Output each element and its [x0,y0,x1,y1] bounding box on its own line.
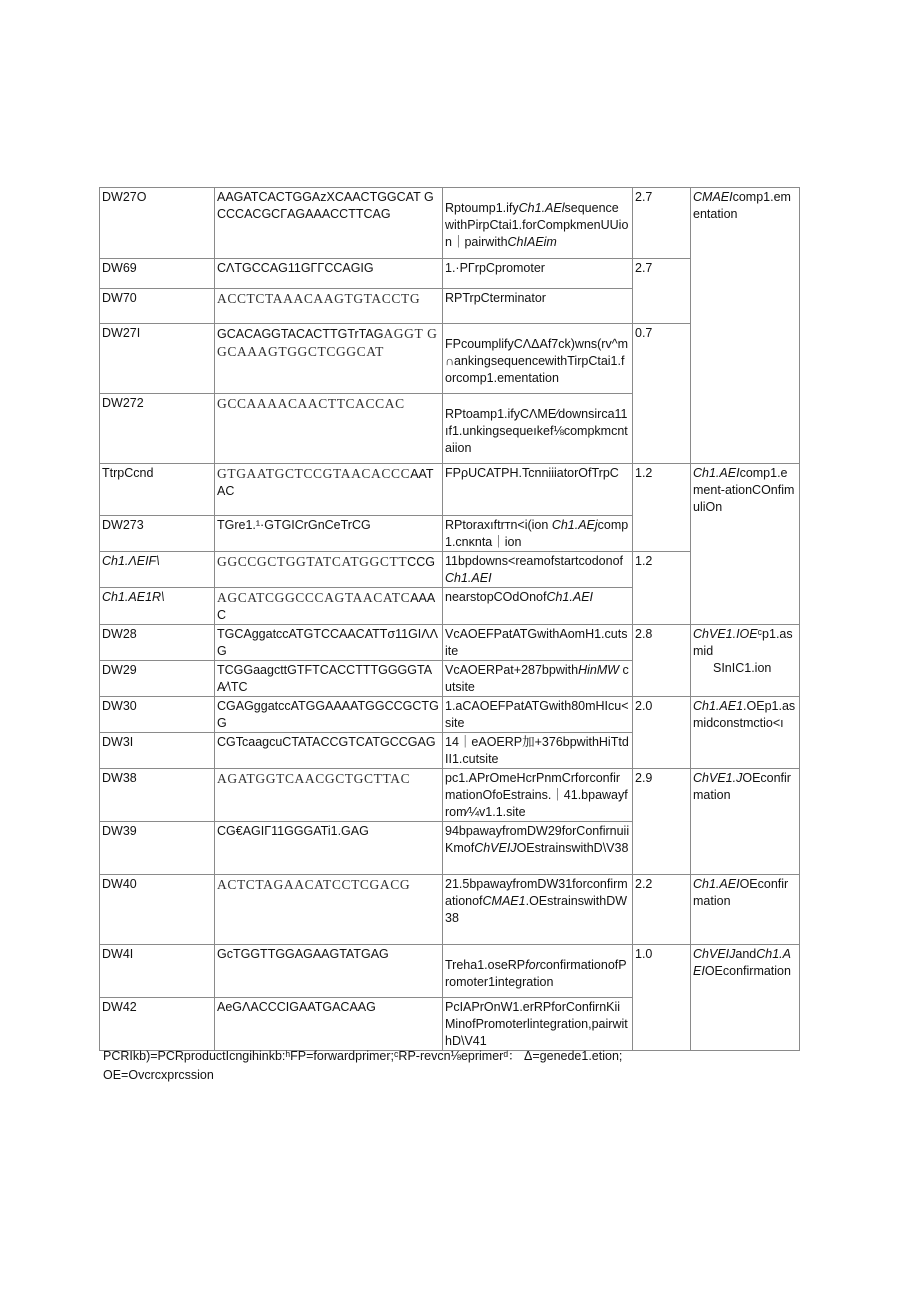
primer-description: 14｜eAOERP加+376bpwithHiTtdII1.cutsite [443,733,633,769]
pcr-length: 2.7 [633,259,691,324]
primer-table [99,187,800,1051]
primer-sequence: ACTCTAGAACATCCTCGACG [215,875,443,945]
purpose-cell: Ch1.AE1.OEp1.asmidconstmctio<ı [691,697,800,769]
primer-description: Treha1.oseRPforconfirmationofPromoter1integration [443,945,633,998]
pcr-length: 2.9 [633,769,691,875]
primer-description: VcAOERPat+287bpwithHinMW cutsite [443,661,633,697]
table-row [100,769,800,822]
primer-sequence: CΛTGCCAG11GΓΓCCAGIG [215,259,443,289]
primer-name: DW4I [100,945,215,998]
pcr-length: 2.7 [633,188,691,259]
purpose-cell: ChVE1.JOEconfirmation [691,769,800,875]
primer-name: Ch1.ΛEIF\ [100,552,215,588]
purpose-cell: ChVEIJandCh1.AEIOEconfirmation [691,945,800,1051]
primer-sequence: AGATGGTCAACGCTGCTTAC [215,769,443,822]
primer-name: DW28 [100,625,215,661]
primer-description: RPtoraxıftrтn<i(ion Ch1.AEjcomp1.cnκnta｜ion [443,516,633,552]
primer-sequence: TGCAggatccATGTCCAACATTσ11GIΛΛG [215,625,443,661]
pcr-length: 2.0 [633,697,691,769]
primer-name: DW29 [100,661,215,697]
purpose-cell: CMAEIcomp1.ementation [691,188,800,464]
primer-description: pc1.APrOmeHcrPnmCrforconfirmationOfoEstrains.｜41.bpawayfrom⁄¼v1.1.site [443,769,633,822]
purpose-cell: ChVE1.IOEᶜp1.asmid SInIC1.ion [691,625,800,697]
table-footnote [103,1047,803,1085]
primer-sequence: TCGGaagcttGTFTCACCTTTGGGGTAA⁄\TC [215,661,443,697]
footnote-line-2: OE=Ovcrcxprcssion [103,1068,214,1082]
primer-description: PcIAPrOnW1.erRPforConfirnKiiMinofPromoterlintegration,pairwithD\V41 [443,998,633,1051]
footnote-line-1: PCRIkb)=PCRproductIcngihinkb:ʰFP=forwardprimer;ᶜRP-revcn⅛eprimerᵈ： Δ=genede1.etion; [103,1049,623,1063]
primer-sequence: CG€AGIΓ11GGGATi1.GAG [215,822,443,875]
table-row [100,697,800,733]
primer-description: RPtoamp1.ifyCΛME⁄downsirca11ıf1.unkingsequeıkef⅛compkmcntaiion [443,394,633,464]
primer-sequence: GCCAAAACAACTTCACCAC [215,394,443,464]
primer-description: Rptoump1.ifyCh1.AElsequence withPirpCtai1.forCompkmenUUion｜pairwithChIAEim [443,188,633,259]
primer-sequence: TGre1.¹·GTGICrGnCeTrCG [215,516,443,552]
primer-sequence: AeGΛACCCIGAATGACAAG [215,998,443,1051]
primer-name: DW27I [100,324,215,394]
primer-name: DW70 [100,289,215,324]
primer-sequence: GcTGGTTGGAGAAGTATGAG [215,945,443,998]
primer-name: DW39 [100,822,215,875]
table-row [100,945,800,998]
primer-sequence: GTGAATGCTCCGTAACACCCAATAC [215,464,443,516]
primer-description: VcAOEFPatATGwithAomH1.cutsite [443,625,633,661]
primer-sequence: AAGATCACTGGAzXCAACTGGCAT GCCCACGCΓAGAAACCTTCAG [215,188,443,259]
primer-description: 11bpdowns<reamofstartcodonofCh1.AEI [443,552,633,588]
pcr-length: 0.7 [633,324,691,464]
primer-name: Ch1.AE1R\ [100,588,215,625]
primer-description: FPcoumplifyCΛΔAf7ck)wns(rv^m∩ankingsequencewithTirpCtai1.forcomp1.ementation [443,324,633,394]
purpose-cell: Ch1.AEIcomp1.ement-ationCOnfimuliOn [691,464,800,625]
primer-description: nearstopCOdOnofCh1.AEI [443,588,633,625]
primer-name: DW42 [100,998,215,1051]
primer-sequence: AGCATCGGCCCAGTAACATCAAAC [215,588,443,625]
primer-name: DW69 [100,259,215,289]
primer-description: 1.aCAOEFPatATGwith80mHIcu<site [443,697,633,733]
pcr-length: 1.2 [633,464,691,552]
primer-name: DW30 [100,697,215,733]
pcr-length: 1.0 [633,945,691,1051]
pcr-length: 1.2 [633,552,691,625]
primer-description: RPTrpCterminator [443,289,633,324]
primer-name: DW27O [100,188,215,259]
table-row [100,625,800,661]
pcr-length: 2.8 [633,625,691,697]
primer-name: DW40 [100,875,215,945]
primer-name: DW3I [100,733,215,769]
primer-description: 21.5bpawayfromDW31forconfirmationofCMAE1.OEstrainswithDW38 [443,875,633,945]
table-row [100,875,800,945]
primer-sequence: CGTcaagcuCTATACCGTCATGCCGAG [215,733,443,769]
pcr-length: 2.2 [633,875,691,945]
primer-description: 94bpawayfromDW29forConfirnuiiKmofChVEIJOEstrainswithD\V38 [443,822,633,875]
table-row [100,464,800,516]
primer-name: TtrpCcnd [100,464,215,516]
primer-name: DW272 [100,394,215,464]
primer-sequence: ACCTCTAAACAAGTGTACCTG [215,289,443,324]
primer-sequence: GCACAGGTACACTTGTrTAGAGGT GGCAAAGTGGCTCGGCAT [215,324,443,394]
primer-sequence: GGCCGCTGGTATCATGGCTTCCG [215,552,443,588]
primer-name: DW273 [100,516,215,552]
primer-description: FPρUCATPH.TcnniiiatorOfTrpC [443,464,633,516]
primer-sequence: CGAGggatccATGGAAAATGGCCGCTGG [215,697,443,733]
primer-name: DW38 [100,769,215,822]
purpose-cell: Ch1.AEIOEconfirmation [691,875,800,945]
table-row [100,188,800,259]
primer-description: 1.·PΓrpCpromoter [443,259,633,289]
